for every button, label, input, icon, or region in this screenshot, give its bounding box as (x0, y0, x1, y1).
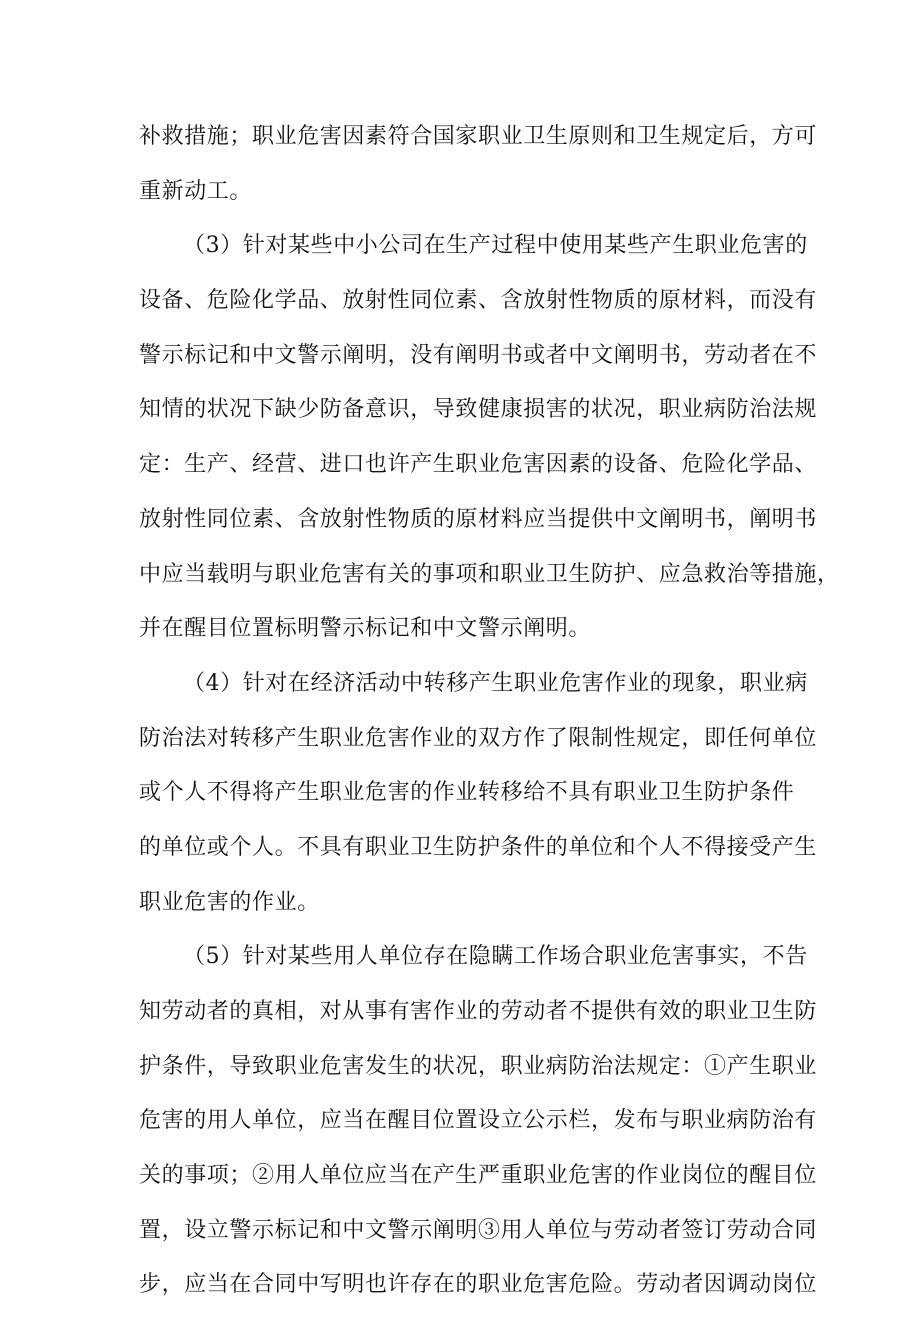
paragraph-item-5 (139, 937, 818, 1320)
text-line: 设备、危险化学品、放射性同位素、含放射性物质的原材料，而没有 (139, 288, 818, 314)
text-line: 或个人不得将产生职业危害的作业转移给不具有职业卫生防护条件 (139, 780, 795, 806)
text-line: （5）针对某些用人单位存在隐瞒工作场合职业危害事实，不告 (183, 944, 808, 970)
text-line: 护条件，导致职业危害发生的状况，职业病防治法规定：①产生职业 (139, 1053, 818, 1079)
text-line: 的单位或个人。不具有职业卫生防护条件的单位和个人不得接受产生 (139, 834, 818, 860)
text-line: （3）针对某些中小公司在生产过程中使用某些产生职业危害的 (183, 233, 808, 259)
paragraph-continuation (139, 117, 818, 226)
text-line: （4）针对在经济活动中转移产生职业危害作业的现象，职业病 (183, 670, 808, 696)
text-line: 重新动工。 (139, 178, 253, 204)
text-line: 中应当载明与职业危害有关的事项和职业卫生防护、应急救治等措施， (139, 561, 840, 587)
text-line: 知劳动者的真相，对从事有害作业的劳动者不提供有效的职业卫生防 (139, 999, 818, 1024)
text-line: 职业危害的作业。 (139, 889, 320, 915)
text-line: 危害的用人单位，应当在醒目位置设立公示栏，发布与职业病防治有 (139, 1108, 818, 1134)
document-body (139, 117, 840, 1320)
text-line: 置，设立警示标记和中文警示阐明③用人单位与劳动者签订劳动合同 (139, 1217, 818, 1243)
paragraph-item-3 (139, 226, 840, 664)
paragraph-item-4 (139, 664, 818, 937)
text-line: 知情的状况下缺少防备意识，导致健康损害的状况，职业病防治法规 (139, 397, 818, 423)
text-line: 关的事项；②用人单位应当在产生严重职业危害的作业岗位的醒目位 (139, 1163, 818, 1189)
text-line: 定：生产、经营、进口也许产生职业危害因素的设备、危险化学品、 (139, 452, 818, 478)
text-line: 防治法对转移产生职业危害作业的双方作了限制性规定，即任何单位 (139, 725, 818, 751)
text-line: 补救措施；职业危害因素符合国家职业卫生原则和卫生规定后，方可 (139, 124, 818, 149)
text-line: 放射性同位素、含放射性物质的原材料应当提供中文阐明书，阐明书 (139, 506, 818, 532)
text-line: 步，应当在合同中写明也许存在的职业危害危险。劳动者因调动岗位 (139, 1272, 818, 1298)
text-line: 并在醒目位置标明警示标记和中文警示阐明。 (139, 616, 592, 642)
text-line: 警示标记和中文警示阐明，没有阐明书或者中文阐明书，劳动者在不 (139, 342, 818, 368)
